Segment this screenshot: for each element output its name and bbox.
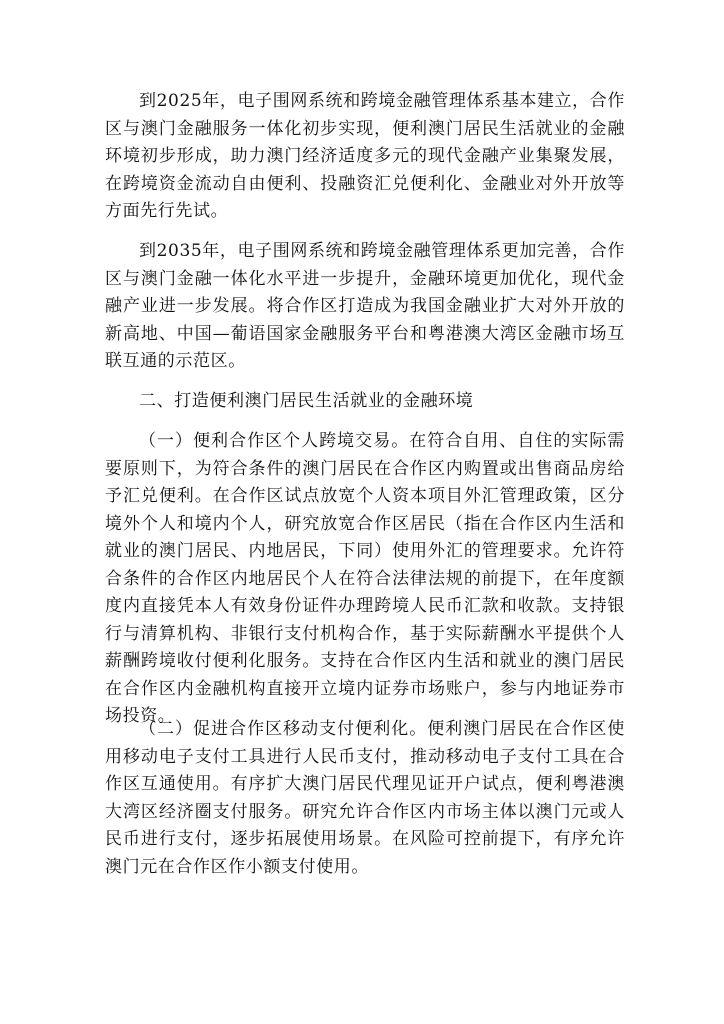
paragraph-personal-cross-border: （一）便利合作区个人跨境交易。在符合自用、自住的实际需要原则下，为符合条件的澳门居民在合作区内购置或出售商品房给予汇兑便利。在合作区试点放宽个人资本项目外汇管理政策，区分境外个人和境内个人，研究放宽合作区居民（指在合作区内生活和就业的澳门居民、内地居民，下同）使用外汇的管理要求。允许符合条件的合作区内地居民个人在符合法律法规的前提下，在年度额度内直接凭本人有效身份证件办理跨境人民币汇款和收款。支持银行与清算机构、非银行支付机构合作，基于实际薪酬水平提供个人薪酬跨境收付便利化服务。支持在合作区内生活和就业的澳门居民在合作区内金融机构直接开立境内证券市场账户，参与内地证券市场投资。 xyxy=(105,431,625,726)
section-heading: 二、打造便利澳门居民生活就业的金融环境 xyxy=(139,391,474,411)
paragraph-2035-goals: 到2035年，电子围网系统和跨境金融管理体系更加完善，合作区与澳门金融一体化水平进一步提升，金融环境更加优化，现代金融产业进一步发展。将合作区打造成为我国金融业扩大对外开放的新高地、中国—葡语国家金融服务平台和粤港澳大湾区金融市场互联互通的示范区。 xyxy=(105,241,625,371)
paragraph-2025-goals: 到2025年，电子围网系统和跨境金融管理体系基本建立，合作区与澳门金融服务一体化初步实现，便利澳门居民生活就业的金融环境初步形成，助力澳门经济适度多元的现代金融产业集聚发展，在跨境资金流动自由便利、投融资汇兑便利化、金融业对外开放等方面先行先试。 xyxy=(105,91,625,221)
paragraph-mobile-payment: （二）促进合作区移动支付便利化。便利澳门居民在合作区使用移动电子支付工具进行人民币支付，推动移动电子支付工具在合作区互通使用。有序扩大澳门居民代理见证开户试点，便利粤港澳大湾区经济圈支付服务。研究允许合作区内市场主体以澳门元或人民币进行支付，逐步拓展使用场景。在风险可控前提下，有序允许澳门元在合作区作小额支付使用。 xyxy=(105,719,625,877)
